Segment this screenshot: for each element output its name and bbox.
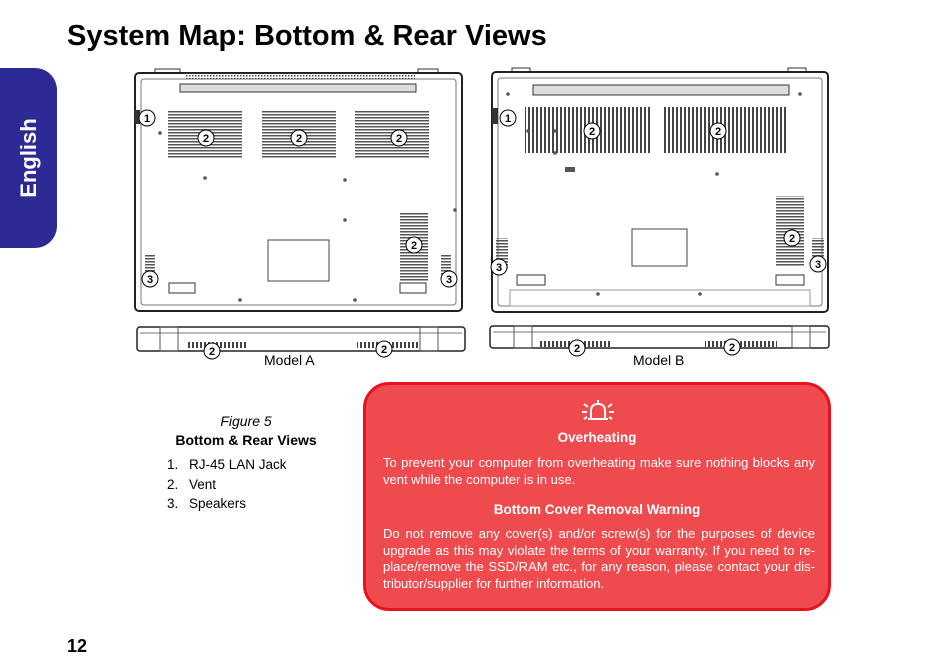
- figure-caption: [150, 413, 342, 448]
- warning-heading-cover: Bottom Cover Removal Warning: [493, 502, 701, 517]
- callout-vent-rear-a2: [376, 341, 392, 357]
- figure-number: Figure 5: [220, 413, 272, 429]
- page-number: 12: [67, 636, 88, 656]
- warning-heading-overheating: Overheating: [557, 430, 637, 445]
- callout-label: 2: [714, 126, 722, 138]
- callout-vent-b3: [784, 230, 800, 246]
- callout-label: 2: [208, 346, 216, 358]
- model-a-rear-view: [137, 327, 465, 351]
- callout-label: 3: [495, 262, 503, 274]
- callout-lan-b: [500, 110, 516, 126]
- callout-label: 3: [814, 259, 822, 271]
- callout-label: 3: [146, 274, 154, 286]
- callout-vent-rear-b1: [569, 340, 585, 356]
- warning-box: [363, 382, 831, 611]
- model-b-label: Model B: [633, 352, 685, 368]
- callout-label: 2: [395, 133, 403, 145]
- callout-vent-a2: [291, 130, 307, 146]
- legend-item: 3. Speakers: [167, 496, 247, 511]
- callout-lan-a: [139, 110, 155, 126]
- callout-vent-b2: [710, 123, 726, 139]
- callout-label: 2: [295, 133, 303, 145]
- callout-label: 1: [504, 113, 512, 125]
- callout-label: 2: [588, 126, 596, 138]
- callout-vent-a4: [406, 237, 422, 253]
- callout-speaker-b1: [491, 259, 507, 275]
- callout-vent-b1: [584, 123, 600, 139]
- alarm-bell-icon: [580, 398, 616, 424]
- figure-title: Bottom & Rear Views: [175, 432, 317, 448]
- callout-label: 2: [202, 133, 210, 145]
- warning-text-overheating: To prevent your computer from overheating make sure nothing blocks any vent while the computer is in use.: [383, 455, 815, 487]
- page-title: System Map: Bottom & Rear Views: [67, 20, 547, 52]
- callout-label: 2: [410, 240, 418, 252]
- callout-vent-rear-b2: [724, 339, 740, 355]
- callout-label: 2: [573, 343, 581, 355]
- model-a-bottom-view: [135, 69, 462, 311]
- callout-label: 3: [445, 274, 453, 286]
- legend-item: 1. RJ-45 LAN Jack: [167, 457, 287, 472]
- callout-vent-a1: [198, 130, 214, 146]
- model-b-rear-view: [490, 326, 829, 348]
- language-tab-label: English: [15, 118, 41, 198]
- callout-speaker-a1: [142, 271, 158, 287]
- legend-item: 2. Vent: [167, 476, 217, 492]
- callout-speaker-a2: [441, 271, 457, 287]
- callout-vent-a3: [391, 130, 407, 146]
- callout-label: 2: [380, 344, 388, 356]
- model-a-label: Model A: [264, 352, 315, 368]
- model-b-bottom-view: [492, 68, 828, 312]
- callout-label: 2: [788, 233, 796, 245]
- warning-text-cover: Do not remove any cover(s) and/or screw(s) for the purposes of device upgrade as this may violate the terms of your warranty. If you need to re-place/remove the SSD/RAM etc., for any reason, please contact your dis-tributor/supplier for further information.: [383, 526, 815, 591]
- callout-label: 2: [728, 342, 736, 354]
- callout-speaker-b2: [810, 256, 826, 272]
- legend-list: [167, 457, 287, 516]
- callout-label: 1: [143, 113, 151, 125]
- callout-vent-rear-a1: [204, 343, 220, 359]
